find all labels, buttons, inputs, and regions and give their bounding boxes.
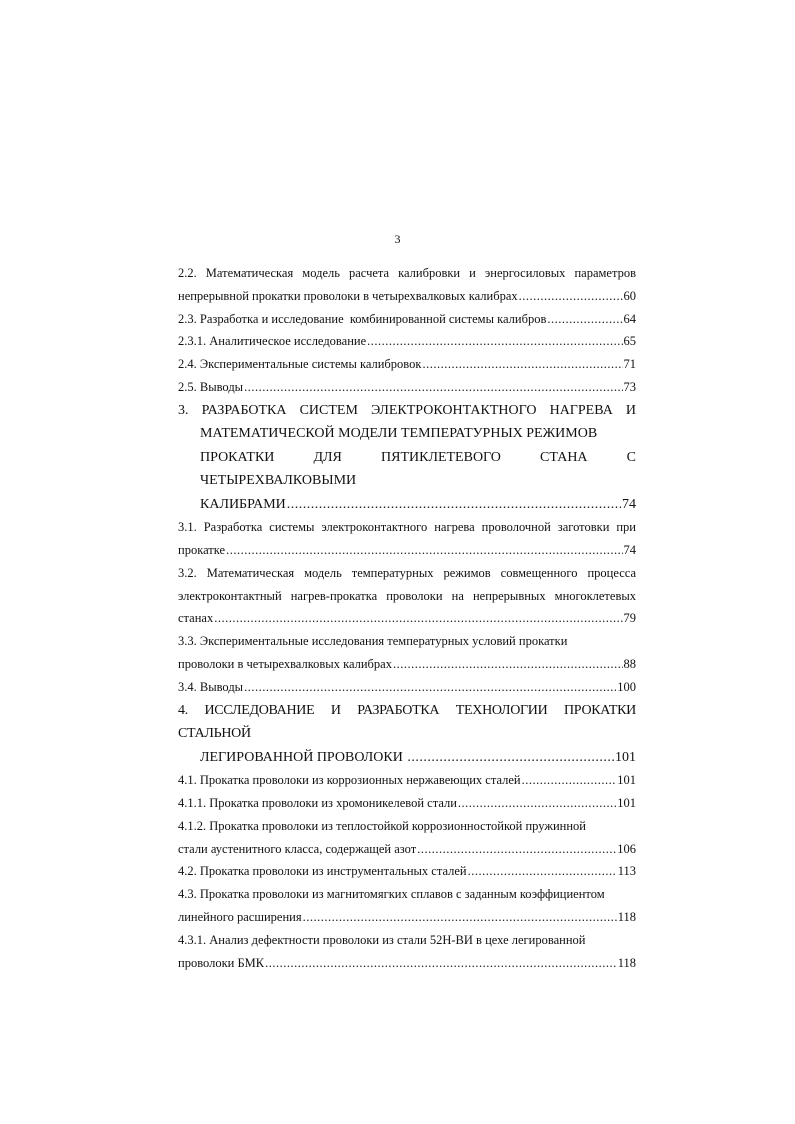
dot-leader [422, 353, 622, 376]
toc-entry-text: КАЛИБРАМИ [200, 496, 286, 512]
toc-entry-text: ЛЕГИРОВАННОЙ ПРОВОЛОКИ [200, 749, 407, 765]
toc-entry-4-2[interactable] [178, 860, 636, 883]
toc-entry-2-3-1[interactable] [178, 330, 636, 353]
toc-page-number: 106 [617, 841, 636, 856]
toc-entry-text: 2.5. Выводы [178, 379, 244, 394]
toc-entry-text: 2.3.1. Аналитическое исследование [178, 334, 367, 349]
toc-entry-text: 4.3.1. Анализ дефектности проволоки из стали 52Н-ВИ в цехе легированной [178, 932, 586, 947]
toc-entry-2-4[interactable] [178, 353, 636, 376]
toc-page-number: 71 [623, 357, 636, 372]
toc-entry-text: ПРОКАТКИ ДЛЯ ПЯТИКЛЕТЕВОГО СТАНА С ЧЕТЫРЕХВАЛКОВЫМИ [200, 449, 636, 489]
dot-leader [407, 746, 614, 770]
dot-leader [519, 285, 623, 308]
toc-entry-text: 4. ИССЛЕДОВАНИЕ И РАЗРАБОТКА ТЕХНОЛОГИИ ПРОКАТКИ СТАЛЬНОЙ [178, 702, 636, 742]
toc-entry-text: станах [178, 611, 214, 626]
dot-leader [393, 653, 623, 676]
dot-leader [214, 607, 622, 630]
toc-entry-text: электроконтактный нагрев-прокатка проволоки на непрерывных многоклетевых [178, 588, 636, 603]
toc-entry-4-1-2[interactable] [178, 815, 636, 861]
toc-page-number: 88 [623, 657, 636, 672]
toc-page-number: 65 [623, 334, 636, 349]
toc-entry-3-4[interactable] [178, 676, 636, 699]
toc-entry-3-3[interactable] [178, 630, 636, 676]
toc-entry-text: 3.2. Математическая модель температурных режимов совмещенного процесса [178, 565, 636, 580]
toc-entry-text: 2.2. Математическая модель расчета калибровки и энергосиловых параметров [178, 266, 636, 280]
toc-page-number: 60 [623, 288, 636, 303]
page-number: 3 [394, 232, 401, 246]
toc-entry-text: 4.2. Прокатка проволоки из инструментальных сталей [178, 864, 467, 879]
dot-leader [468, 860, 617, 883]
toc-entry-text: прокатке [178, 543, 226, 558]
toc-entry-text: проволоки БМК [178, 955, 265, 970]
toc-entry-text: МАТЕМАТИЧЕСКОЙ МОДЕЛИ ТЕМПЕРАТУРНЫХ РЕЖИМОВ [200, 426, 598, 442]
toc-entry-2-2[interactable] [178, 262, 636, 308]
dot-leader [367, 330, 622, 353]
dot-leader [303, 906, 617, 929]
toc-page-number: 73 [623, 379, 636, 394]
toc-entry-text: 2.3. Разработка и исследование комбинированной системы калибров [178, 311, 547, 326]
toc-entry-2-5[interactable] [178, 376, 636, 399]
toc-entry-4-1-1[interactable] [178, 792, 636, 815]
toc-entry-text: 3.3. Экспериментальные исследования температурных условий прокатки [178, 634, 568, 649]
toc-page-number: 101 [615, 749, 636, 765]
toc-entry-text: 4.1.2. Прокатка проволоки из теплостойкой коррозионностойкой пружинной [178, 818, 586, 833]
toc-page-number: 118 [617, 955, 636, 970]
toc-page-number: 64 [623, 311, 636, 326]
table-of-contents [178, 262, 636, 974]
toc-entry-text: 2.4. Экспериментальные системы калибровок [178, 357, 422, 372]
toc-entry-text: 3.1. Разработка системы электроконтактного нагрева проволочной заготовки при [178, 520, 636, 535]
dot-leader [265, 952, 617, 975]
toc-entry-3-2[interactable] [178, 562, 636, 630]
toc-page-number: 101 [617, 773, 636, 788]
toc-entry-2-3[interactable] [178, 308, 636, 331]
toc-entry-4-3-1[interactable] [178, 929, 636, 975]
toc-entry-text: 4.3. Прокатка проволоки из магнитомягких сплавов с заданным коэффициентом [178, 887, 605, 902]
toc-page-number: 74 [623, 543, 636, 558]
toc-page-number: 113 [617, 864, 636, 879]
dot-leader [417, 838, 616, 861]
dot-leader [458, 792, 616, 815]
toc-entry-text: стали аустенитного класса, содержащей азот [178, 841, 417, 856]
toc-entry-text: 4.1. Прокатка проволоки из коррозионных нержавеющих сталей [178, 773, 521, 788]
dot-leader [244, 676, 616, 699]
dot-leader [244, 376, 622, 399]
toc-entry-3-1[interactable] [178, 516, 636, 562]
toc-entry-chapter-3[interactable] [178, 399, 636, 517]
toc-page-number: 118 [617, 909, 636, 924]
toc-entry-text: непрерывной прокатки проволоки в четырехвалковых калибрах [178, 288, 518, 303]
toc-entry-chapter-4[interactable] [178, 699, 636, 770]
toc-entry-text: 3. РАЗРАБОТКА СИСТЕМ ЭЛЕКТРОКОНТАКТНОГО НАГРЕВА И [178, 402, 636, 418]
toc-entry-4-1[interactable] [178, 769, 636, 792]
dot-leader [522, 769, 617, 792]
toc-page-number: 74 [622, 496, 636, 512]
dot-leader [226, 539, 622, 562]
toc-page-number: 100 [617, 679, 636, 694]
toc-entry-4-3[interactable] [178, 883, 636, 929]
toc-entry-text: проволоки в четырехвалковых калибрах [178, 657, 392, 672]
toc-entry-text: линейного расширения [178, 909, 302, 924]
toc-entry-text: 3.4. Выводы [178, 679, 244, 694]
toc-entry-text: 4.1.1. Прокатка проволоки из хромоникелевой стали [178, 795, 457, 810]
dot-leader [287, 493, 621, 517]
toc-page-number: 101 [617, 795, 636, 810]
toc-page-number: 79 [623, 611, 636, 626]
dot-leader [547, 308, 622, 331]
